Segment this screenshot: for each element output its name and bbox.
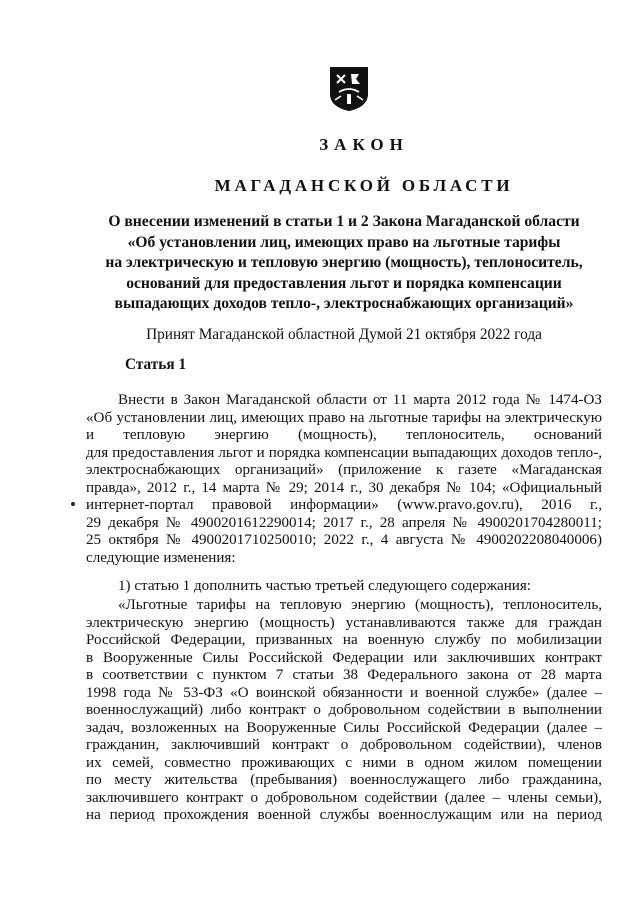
adoption-note: Принят Магаданской областной Думой 21 октября 2022 года	[146, 326, 542, 343]
quote-line: Российской Федерации, призванных на военную службу по мобилизации	[86, 632, 602, 648]
paragraph-line: 25 октября № 4900201710250010; 2022 г., 4 августа № 4900202208040006)	[86, 532, 602, 548]
document-title: ЗАКОН	[319, 135, 409, 154]
item-line: 1) статью 1 дополнить частью третьей следующего содержания:	[118, 578, 531, 594]
margin-mark	[71, 502, 75, 506]
article-heading: Статья 1	[125, 356, 187, 373]
paragraph-line: 29 декабря № 4900201612290014; 2017 г., 28 апреля № 4900201704280011;	[86, 514, 602, 531]
paragraph-line: интернет-портал правовой информации» (www.pravo.gov.ru), 2016 г.,	[86, 497, 602, 513]
paragraph-line: электроснабжающих организаций» (приложение к газете «Магаданская	[86, 462, 602, 478]
subject-line: оснований для предоставления льгот и порядка компенсации	[126, 274, 562, 292]
quote-line: на период прохождения военной службы военнослужащим или на период	[86, 807, 602, 823]
subject-line: на электрическую и тепловую энергию (мощность), теплоноситель,	[105, 254, 583, 271]
quote-line: в Вооруженные Силы Российской Федерации или заключивших контракт	[86, 649, 602, 666]
paragraph-line: правда», 2012 г., 14 марта № 29; 2014 г., 30 декабря № 104; «Официальный	[86, 479, 602, 496]
paragraph-line: «Об установлении лиц, имеющих право на льготные тарифы на электрическую	[86, 409, 602, 426]
document-subject	[84, 212, 604, 315]
item-1	[86, 578, 602, 596]
quote-line: военнослужащий) либо контракт о добровольном содействии в выполнении	[86, 702, 602, 718]
coat-of-arms-icon	[329, 66, 369, 112]
paragraph-line: Внести в Закон Магаданской области от 11 марта 2012 года № 1474-ОЗ	[118, 392, 602, 408]
paragraph-line: и тепловую энергию (мощность), теплоноситель, оснований	[86, 427, 602, 443]
paragraph-line: для предоставления льгот и порядка компенсации выпадающих доходов тепло-,	[86, 444, 602, 461]
quoted-text	[86, 597, 602, 825]
quote-line: гражданин, заключивший контракт о добровольном содействии), членов	[86, 737, 602, 753]
subject-line: выпадающих доходов тепло-, электроснабжающих организаций»	[114, 295, 574, 312]
subject-line: «Об установлении лиц, имеющих право на льготные тарифы	[127, 233, 561, 251]
quote-line: 1998 года № 53-ФЗ «О воинской обязанности и военной службе» (далее –	[86, 684, 602, 701]
quote-line: заключившего контракт о добровольном содействии (далее – члены семьи),	[86, 789, 602, 806]
quote-line: «Льготные тарифы на тепловую энергию (мощность), теплоноситель,	[118, 597, 602, 613]
paragraph-amendment	[86, 392, 602, 567]
quote-line: в соответствии с пунктом 7 статьи 38 Федерального закона от 28 марта	[86, 667, 602, 683]
subject-line: О внесении изменений в статьи 1 и 2 Закона Магаданской области	[108, 213, 580, 230]
quote-line: по месту жительства (пребывания) военнослужащего либо гражданина,	[86, 772, 602, 788]
paragraph-line: следующие изменения:	[86, 549, 236, 566]
quote-line: задач, возложенных на Вооруженные Силы Российской Федерации (далее –	[86, 719, 602, 736]
quote-line: их семей, совместно проживающих с ними в одном жилом помещении	[86, 754, 602, 771]
quote-line: электрическую энергию (мощность) устанавливаются также для граждан	[86, 614, 602, 631]
document-region: МАГАДАНСКОЙ ОБЛАСТИ	[214, 176, 514, 195]
